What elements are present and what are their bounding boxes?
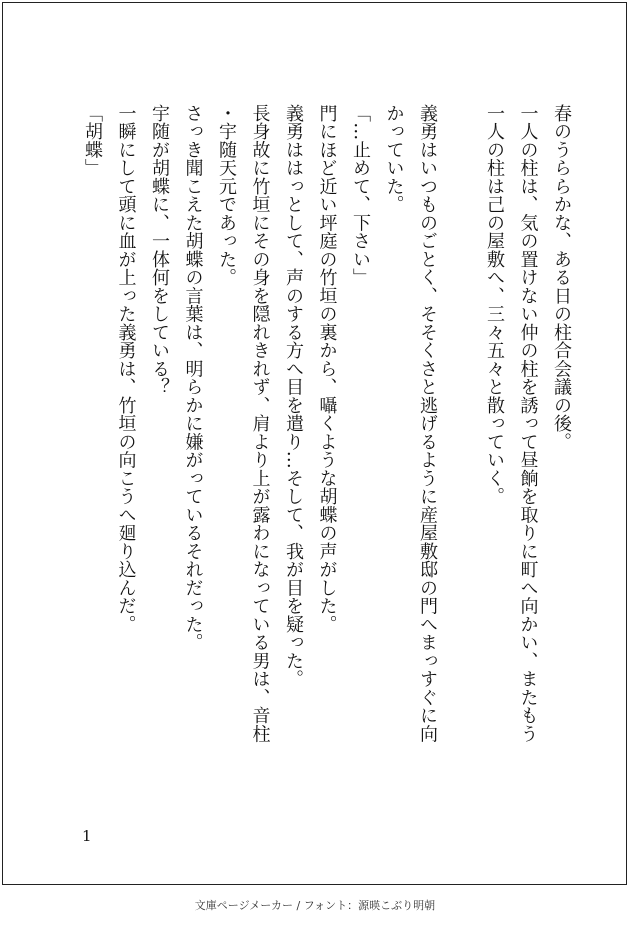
text-line: 一人の柱は、気の置けない仲の柱を誘って昼餉を取りに町へ向かい、またもう	[517, 104, 539, 743]
text-line: 義勇ははっとして、声のする方へ目を遣り…そして、我が目を疑った。	[283, 104, 304, 688]
text-line: さっき聞こえた胡蝶の言葉は、明らかに嫌がっているそれだった。	[182, 104, 204, 652]
text-line: 長身故に竹垣にその身を隠れきれず、肩より上が露わになっている男は、音柱	[249, 104, 271, 743]
text-line: 義勇はいつものごとく、そそくさと逃げるように産屋敷邸の門へまっすぐに向	[417, 104, 438, 743]
text-line: 一瞬にして頭に血が上った義勇は、竹垣の向こうへ廻り込んだ。	[115, 104, 137, 634]
text-line: 「胡蝶」	[82, 104, 103, 177]
text-line: 春のうららかな、ある日の柱合会議の後。	[551, 104, 572, 451]
blank-line	[444, 104, 478, 884]
footer-credit: 文庫ページメーカー / フォント：源暎こぶり明朝	[194, 899, 436, 912]
text-line: 宇随が胡蝶に、一体何をしている？	[149, 104, 170, 396]
text-line: 一人の柱は己の屋敷へ、三々五々と散っていく。	[484, 104, 505, 506]
book-page	[2, 2, 627, 885]
text-line: かっていた。	[383, 104, 405, 214]
text-line: ・宇随天元であった。	[216, 104, 237, 287]
text-line: 「…止めて、下さい」	[350, 104, 371, 287]
text-line: 門にほど近い坪庭の竹垣の裏から、囁くような胡蝶の声がした。	[316, 104, 338, 634]
vertical-text-body	[76, 104, 579, 884]
page-number: 1	[82, 827, 92, 845]
